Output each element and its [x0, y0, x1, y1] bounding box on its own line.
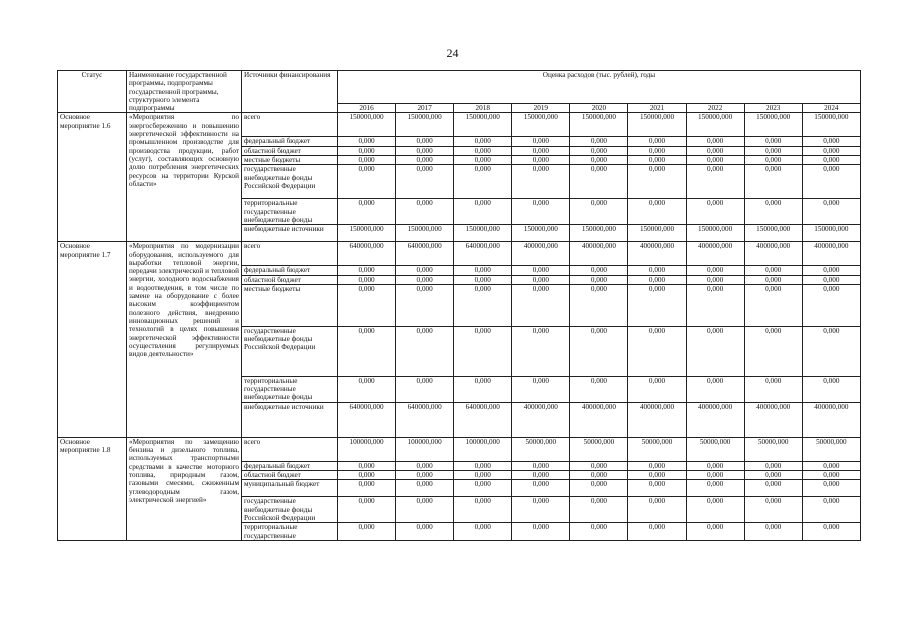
header-year-2019: 2019 [512, 104, 570, 113]
amount-cell: 0,000 [570, 275, 628, 284]
amount-cell: 0,000 [512, 523, 570, 541]
amount-cell: 0,000 [454, 137, 512, 146]
amount-cell: 400000,000 [686, 402, 744, 437]
amount-cell: 640000,000 [338, 402, 396, 437]
amount-cell: 0,000 [802, 146, 860, 155]
amount-cell: 0,000 [570, 266, 628, 275]
amount-cell: 0,000 [396, 326, 454, 376]
amount-cell: 150000,000 [512, 225, 570, 242]
funding-source: федеральный бюджет [242, 461, 338, 470]
amount-cell: 0,000 [570, 480, 628, 497]
header-status: Статус [58, 71, 127, 113]
amount-cell: 0,000 [744, 461, 802, 470]
amount-cell: 0,000 [512, 376, 570, 402]
amount-cell: 400000,000 [802, 402, 860, 437]
amount-cell: 0,000 [338, 146, 396, 155]
amount-cell: 0,000 [512, 137, 570, 146]
amount-cell: 0,000 [628, 497, 686, 523]
amount-cell: 0,000 [628, 284, 686, 326]
amount-cell: 400000,000 [570, 402, 628, 437]
amount-cell: 0,000 [802, 497, 860, 523]
amount-cell: 0,000 [628, 471, 686, 480]
amount-cell: 640000,000 [338, 242, 396, 266]
amount-cell: 400000,000 [744, 242, 802, 266]
amount-cell: 0,000 [628, 156, 686, 165]
amount-cell: 400000,000 [686, 242, 744, 266]
funding-source: внебюджетные источники [242, 225, 338, 242]
measure-status: Основное мероприятие 1.6 [58, 113, 127, 242]
amount-cell: 0,000 [454, 156, 512, 165]
header-year-2017: 2017 [396, 104, 454, 113]
amount-cell: 0,000 [454, 461, 512, 470]
amount-cell: 150000,000 [570, 113, 628, 137]
amount-cell: 0,000 [512, 471, 570, 480]
amount-cell: 150000,000 [802, 113, 860, 137]
header-year-2024: 2024 [802, 104, 860, 113]
amount-cell: 0,000 [338, 266, 396, 275]
amount-cell: 0,000 [802, 199, 860, 225]
amount-cell: 0,000 [686, 461, 744, 470]
amount-cell: 0,000 [338, 523, 396, 541]
amount-cell: 0,000 [396, 523, 454, 541]
table-body [58, 113, 861, 540]
funding-source: территориальные государственные [242, 523, 338, 541]
amount-cell: 0,000 [512, 284, 570, 326]
amount-cell: 0,000 [454, 523, 512, 541]
amount-cell: 150000,000 [396, 113, 454, 137]
header-year-2018: 2018 [454, 104, 512, 113]
amount-cell: 0,000 [338, 376, 396, 402]
amount-cell: 0,000 [570, 497, 628, 523]
amount-cell: 0,000 [686, 275, 744, 284]
amount-cell: 0,000 [744, 376, 802, 402]
amount-cell: 0,000 [338, 326, 396, 376]
amount-cell: 0,000 [512, 480, 570, 497]
header-estimate: Оценка расходов (тыс. рублей), годы [338, 71, 861, 104]
amount-cell: 640000,000 [454, 402, 512, 437]
budget-table [57, 70, 861, 541]
amount-cell: 0,000 [338, 275, 396, 284]
amount-cell: 0,000 [686, 480, 744, 497]
amount-cell: 50000,000 [570, 437, 628, 461]
amount-cell: 0,000 [744, 284, 802, 326]
amount-cell: 0,000 [396, 156, 454, 165]
amount-cell: 50000,000 [744, 437, 802, 461]
funding-source: государственные внебюджетные фонды Российской Федерации [242, 497, 338, 523]
amount-cell: 0,000 [628, 523, 686, 541]
amount-cell: 0,000 [744, 497, 802, 523]
funding-source: всего [242, 437, 338, 461]
amount-cell: 0,000 [686, 146, 744, 155]
table-row [58, 437, 861, 461]
amount-cell: 0,000 [338, 156, 396, 165]
amount-cell: 0,000 [744, 137, 802, 146]
funding-source: муниципальный бюджет [242, 480, 338, 497]
amount-cell: 150000,000 [744, 113, 802, 137]
amount-cell: 0,000 [454, 266, 512, 275]
amount-cell: 0,000 [570, 199, 628, 225]
amount-cell: 0,000 [454, 471, 512, 480]
amount-cell: 400000,000 [512, 402, 570, 437]
amount-cell: 0,000 [454, 326, 512, 376]
amount-cell: 100000,000 [338, 437, 396, 461]
amount-cell: 0,000 [454, 146, 512, 155]
amount-cell: 0,000 [686, 523, 744, 541]
amount-cell: 0,000 [338, 480, 396, 497]
amount-cell: 0,000 [454, 497, 512, 523]
amount-cell: 400000,000 [570, 242, 628, 266]
amount-cell: 0,000 [628, 137, 686, 146]
amount-cell: 0,000 [396, 471, 454, 480]
measure-name: «Мероприятия по модернизации оборудования, используемого для выработки тепловой энергии, передачи электрической и тепловой энергии, холодного водоснабжения и водоотведения, в том числе по замене на оборудование с более высоким коэффициентом полезного действия, внедрению инновационных решений и технологий в целях повышения энергетической эффективности осуществления регулируемых видов деятельности» [127, 242, 242, 437]
measure-status: Основное мероприятие 1.7 [58, 242, 127, 437]
funding-source: государственные внебюджетные фонды Российской Федерации [242, 165, 338, 199]
amount-cell: 0,000 [686, 497, 744, 523]
amount-cell: 0,000 [396, 284, 454, 326]
amount-cell: 0,000 [628, 376, 686, 402]
amount-cell: 400000,000 [512, 242, 570, 266]
amount-cell: 640000,000 [396, 402, 454, 437]
amount-cell: 0,000 [338, 284, 396, 326]
amount-cell: 0,000 [338, 497, 396, 523]
amount-cell: 0,000 [744, 199, 802, 225]
amount-cell: 50000,000 [686, 437, 744, 461]
amount-cell: 0,000 [570, 523, 628, 541]
amount-cell: 0,000 [802, 471, 860, 480]
amount-cell: 0,000 [512, 165, 570, 199]
amount-cell: 0,000 [802, 165, 860, 199]
header-year-2023: 2023 [744, 104, 802, 113]
measure-name: «Мероприятия по замещению бензина и дизельного топлива, используемых транспортными средствами в качестве моторного топлива, природным газом, газовыми смесями, сжиженным углеводородным газом, электрической энергией» [127, 437, 242, 540]
amount-cell: 150000,000 [570, 225, 628, 242]
amount-cell: 0,000 [512, 266, 570, 275]
amount-cell: 150000,000 [744, 225, 802, 242]
amount-cell: 150000,000 [686, 225, 744, 242]
amount-cell: 0,000 [338, 461, 396, 470]
header-name: Наименование государственной программы, подпрограммы государственной программы, структурного элемента подпрограммы [127, 71, 242, 113]
amount-cell: 0,000 [744, 326, 802, 376]
funding-source: областной бюджет [242, 275, 338, 284]
amount-cell: 150000,000 [396, 225, 454, 242]
amount-cell: 0,000 [454, 284, 512, 326]
header-year-2020: 2020 [570, 104, 628, 113]
funding-source: областной бюджет [242, 471, 338, 480]
amount-cell: 0,000 [686, 376, 744, 402]
funding-source: федеральный бюджет [242, 266, 338, 275]
amount-cell: 0,000 [570, 165, 628, 199]
amount-cell: 100000,000 [454, 437, 512, 461]
amount-cell: 0,000 [686, 471, 744, 480]
amount-cell: 50000,000 [628, 437, 686, 461]
funding-source: федеральный бюджет [242, 137, 338, 146]
amount-cell: 150000,000 [628, 113, 686, 137]
amount-cell: 0,000 [396, 199, 454, 225]
amount-cell: 150000,000 [628, 225, 686, 242]
funding-source: областной бюджет [242, 146, 338, 155]
measure-status: Основное мероприятие 1.8 [58, 437, 127, 540]
amount-cell: 0,000 [512, 146, 570, 155]
amount-cell: 0,000 [802, 480, 860, 497]
amount-cell: 0,000 [686, 156, 744, 165]
amount-cell: 0,000 [744, 480, 802, 497]
funding-source: государственные внебюджетные фонды Российской Федерации [242, 326, 338, 376]
amount-cell: 400000,000 [628, 402, 686, 437]
amount-cell: 0,000 [686, 165, 744, 199]
amount-cell: 0,000 [570, 156, 628, 165]
amount-cell: 100000,000 [396, 437, 454, 461]
amount-cell: 0,000 [802, 326, 860, 376]
header-source: Источники финансирования [242, 71, 338, 113]
amount-cell: 0,000 [802, 137, 860, 146]
amount-cell: 0,000 [744, 275, 802, 284]
amount-cell: 50000,000 [802, 437, 860, 461]
funding-source: внебюджетные источники [242, 402, 338, 437]
amount-cell: 400000,000 [744, 402, 802, 437]
table-row [58, 242, 861, 266]
amount-cell: 0,000 [802, 376, 860, 402]
amount-cell: 0,000 [396, 480, 454, 497]
amount-cell: 0,000 [570, 137, 628, 146]
funding-source: местные бюджеты [242, 284, 338, 326]
funding-source: территориальные государственные внебюджетные фонды [242, 199, 338, 225]
amount-cell: 0,000 [802, 461, 860, 470]
amount-cell: 0,000 [744, 523, 802, 541]
amount-cell: 0,000 [744, 165, 802, 199]
amount-cell: 0,000 [570, 376, 628, 402]
amount-cell: 0,000 [396, 376, 454, 402]
amount-cell: 0,000 [570, 146, 628, 155]
amount-cell: 0,000 [802, 156, 860, 165]
amount-cell: 0,000 [454, 199, 512, 225]
funding-source: территориальные государственные внебюджетные фонды [242, 376, 338, 402]
amount-cell: 0,000 [686, 326, 744, 376]
amount-cell: 0,000 [396, 461, 454, 470]
amount-cell: 0,000 [628, 275, 686, 284]
measure-name: «Мероприятия по энергосбережению и повышению энергетической эффективности на промышленном производстве для производства продукции, работ (услуг), составляющих основную долю потребления энергетических ресурсов на территории Курской области» [127, 113, 242, 242]
amount-cell: 150000,000 [454, 225, 512, 242]
amount-cell: 0,000 [396, 137, 454, 146]
amount-cell: 50000,000 [512, 437, 570, 461]
amount-cell: 0,000 [454, 480, 512, 497]
amount-cell: 0,000 [338, 199, 396, 225]
amount-cell: 0,000 [802, 523, 860, 541]
funding-source: всего [242, 242, 338, 266]
amount-cell: 0,000 [802, 266, 860, 275]
amount-cell: 0,000 [628, 165, 686, 199]
amount-cell: 640000,000 [454, 242, 512, 266]
amount-cell: 0,000 [744, 471, 802, 480]
amount-cell: 0,000 [454, 275, 512, 284]
amount-cell: 0,000 [396, 165, 454, 199]
funding-source: всего [242, 113, 338, 137]
page-number: 24 [446, 46, 459, 60]
amount-cell: 150000,000 [686, 113, 744, 137]
amount-cell: 640000,000 [396, 242, 454, 266]
amount-cell: 0,000 [686, 266, 744, 275]
header-year-2016: 2016 [338, 104, 396, 113]
amount-cell: 0,000 [338, 471, 396, 480]
amount-cell: 0,000 [628, 326, 686, 376]
amount-cell: 0,000 [570, 471, 628, 480]
amount-cell: 0,000 [744, 146, 802, 155]
amount-cell: 0,000 [628, 199, 686, 225]
amount-cell: 0,000 [512, 497, 570, 523]
amount-cell: 0,000 [396, 146, 454, 155]
amount-cell: 150000,000 [802, 225, 860, 242]
amount-cell: 0,000 [802, 275, 860, 284]
amount-cell: 0,000 [396, 275, 454, 284]
amount-cell: 0,000 [628, 146, 686, 155]
amount-cell: 150000,000 [512, 113, 570, 137]
amount-cell: 0,000 [512, 326, 570, 376]
amount-cell: 0,000 [802, 284, 860, 326]
amount-cell: 0,000 [628, 266, 686, 275]
amount-cell: 0,000 [570, 326, 628, 376]
header-year-2022: 2022 [686, 104, 744, 113]
amount-cell: 0,000 [628, 480, 686, 497]
amount-cell: 0,000 [512, 461, 570, 470]
amount-cell: 0,000 [744, 266, 802, 275]
table-row [58, 113, 861, 137]
amount-cell: 150000,000 [338, 113, 396, 137]
amount-cell: 400000,000 [802, 242, 860, 266]
amount-cell: 0,000 [570, 284, 628, 326]
amount-cell: 150000,000 [454, 113, 512, 137]
amount-cell: 0,000 [744, 156, 802, 165]
amount-cell: 0,000 [338, 165, 396, 199]
header-row [58, 71, 861, 104]
amount-cell: 0,000 [686, 284, 744, 326]
amount-cell: 0,000 [686, 199, 744, 225]
amount-cell: 0,000 [570, 461, 628, 470]
amount-cell: 0,000 [338, 137, 396, 146]
amount-cell: 400000,000 [628, 242, 686, 266]
amount-cell: 0,000 [396, 266, 454, 275]
funding-source: местные бюджеты [242, 156, 338, 165]
header-year-2021: 2021 [628, 104, 686, 113]
amount-cell: 0,000 [686, 137, 744, 146]
amount-cell: 0,000 [512, 199, 570, 225]
amount-cell: 0,000 [628, 461, 686, 470]
amount-cell: 0,000 [512, 275, 570, 284]
amount-cell: 0,000 [512, 156, 570, 165]
amount-cell: 150000,000 [338, 225, 396, 242]
amount-cell: 0,000 [454, 376, 512, 402]
amount-cell: 0,000 [396, 497, 454, 523]
amount-cell: 0,000 [454, 165, 512, 199]
